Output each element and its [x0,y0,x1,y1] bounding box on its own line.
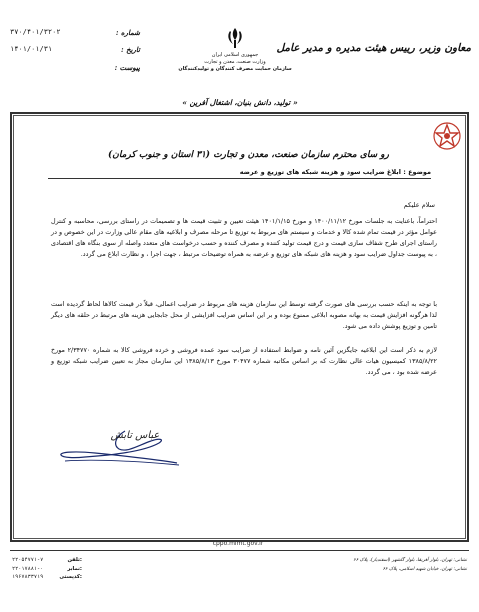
meta-label: تاریخ : [121,45,140,54]
addressee: رو سای محترم سازمان صنعت، معدن و تجارت (۳۱ استان و جنوب کرمان) [108,150,389,160]
phone-value: ۲۲۰۵۴۷۷۱-۷ [12,557,44,563]
signatory-name: عباس تابش [110,430,160,441]
org-line: وزارت صنعت، معدن و تجارت [204,59,266,65]
iran-emblem-icon [224,26,246,50]
meta-label: پیوست : [114,63,140,72]
meta-value: ۱۴۰۱/۰۱/۳۱ [10,45,53,53]
footer-divider [10,550,469,551]
body-paragraph: با توجه به اینکه حسب بررسی های صورت گرفته توسط این سازمان هزینه های مربوط در ضرایب اعمالی، قبلاً در قیمت کالاها لحاظ گردیده است لذا هرگونه افزایش قیمت به بهانه مصوبه ابلاغی ممنوع بوده و بر این اساس ضرایب افزایشی از محل جابجایی هزینه های مرتبط در حلقه های دیگر تامین و توزیع پوشش داده می شود. [51,300,437,330]
phone-row [12,565,82,574]
footer-addresses [177,556,467,574]
subject-line: موضوع : ابلاغ ضرایب سود و هزینه شبکه های توزیع و عرضه [239,168,431,176]
meta-attachment [10,63,140,72]
phone-label: نمابر: [67,565,82,572]
meta-value: ۳۷۰/۴۰۱/۳۲۰۲ [10,28,61,36]
greeting: سلام علیکم [403,201,435,209]
body-paragraph: لازم به ذکر است این ابلاغیه جایگزین آئین نامه و ضوابط استفاده از ضرایب سود عمده فروشی و خرده فروشی کالا به شماره ۲/۳۴۷۷۰ مورخ ۱۳۸۵/۸/۲۲ کمیسیون هیات عالی نظارت که بر اساس مکاتبه شماره ۳۰۴۷۷ مورخ ۱۳۸۵/۸/۱۳ این سازمان مجاز به تعیین ضرایب شبکه توزیع و عرضه شده بود ، می گردد. [51,346,437,376]
meta-value [10,63,100,72]
address-line: نشانی: تهران، خیابان شهید اسلامی، پلاک ۶۶ [382,567,467,572]
phone-row [12,556,82,565]
address-line: نشانی: تهران، بلوار آفریقا، بلوار گلشهر (اسفندیار)، پلاک ۶۶ [353,558,467,563]
phone-label: کدپستی: [59,574,82,580]
organization-logo-icon [432,121,462,151]
meta-label: شماره : [115,28,140,37]
website-url: cppo.mimt.gov.ir [212,540,264,547]
org-line: جمهوری اسلامی ایران [211,52,259,58]
meta-number [10,28,140,37]
slogan: « تولید، دانش بنیان، اشتغال آفرین » [182,98,298,107]
meta-date [10,45,140,54]
phone-label: تلفن: [67,557,82,563]
phone-row [12,573,82,582]
org-line: سازمان حمایت مصرف کنندگان و تولیدکنندگان [178,66,292,72]
contact-numbers [12,556,82,582]
header-title: معاون وزیر، رییس هیئت مدیره و مدیر عامل [276,42,471,54]
subject-divider [48,178,431,179]
phone-value: ۲۲۰۱۷۸۸۱-۰ [12,565,44,572]
body-paragraph: احتراماً، باعنایت به جلسات مورخ ۱۴۰۰/۱۱/۱۲ و مورخ ۱۴۰۱/۱/۱۵ هیئت تعیین و تثبیت قیمت ها و تصمیمات در راستای بررسی، محاسبه و کنترل عوامل مؤثر در قیمت تمام شده کالا و خدمات و سیستم های مربوط به توزیع تا مرحله مصرف و ابلاغیه های مقام عالی وزارت در این خصوص و در راستای اجرای طرح شفاف سازی قیمت و درج قیمت تولید کننده و مصرف کننده و حسب درخواست های متعدد واصله از سوی بنگاه های اقتصادی ، به پیوست جداول ضرایب سود و هزینه های شبکه های توزیع و عرضه به همراه توضیحات مرتبط ، جهت اجرا ، و نظارت ابلاغ می گردد. [51,217,437,258]
phone-value: ۱۹۶۷۸۳۳۷۱۹ [12,574,44,580]
